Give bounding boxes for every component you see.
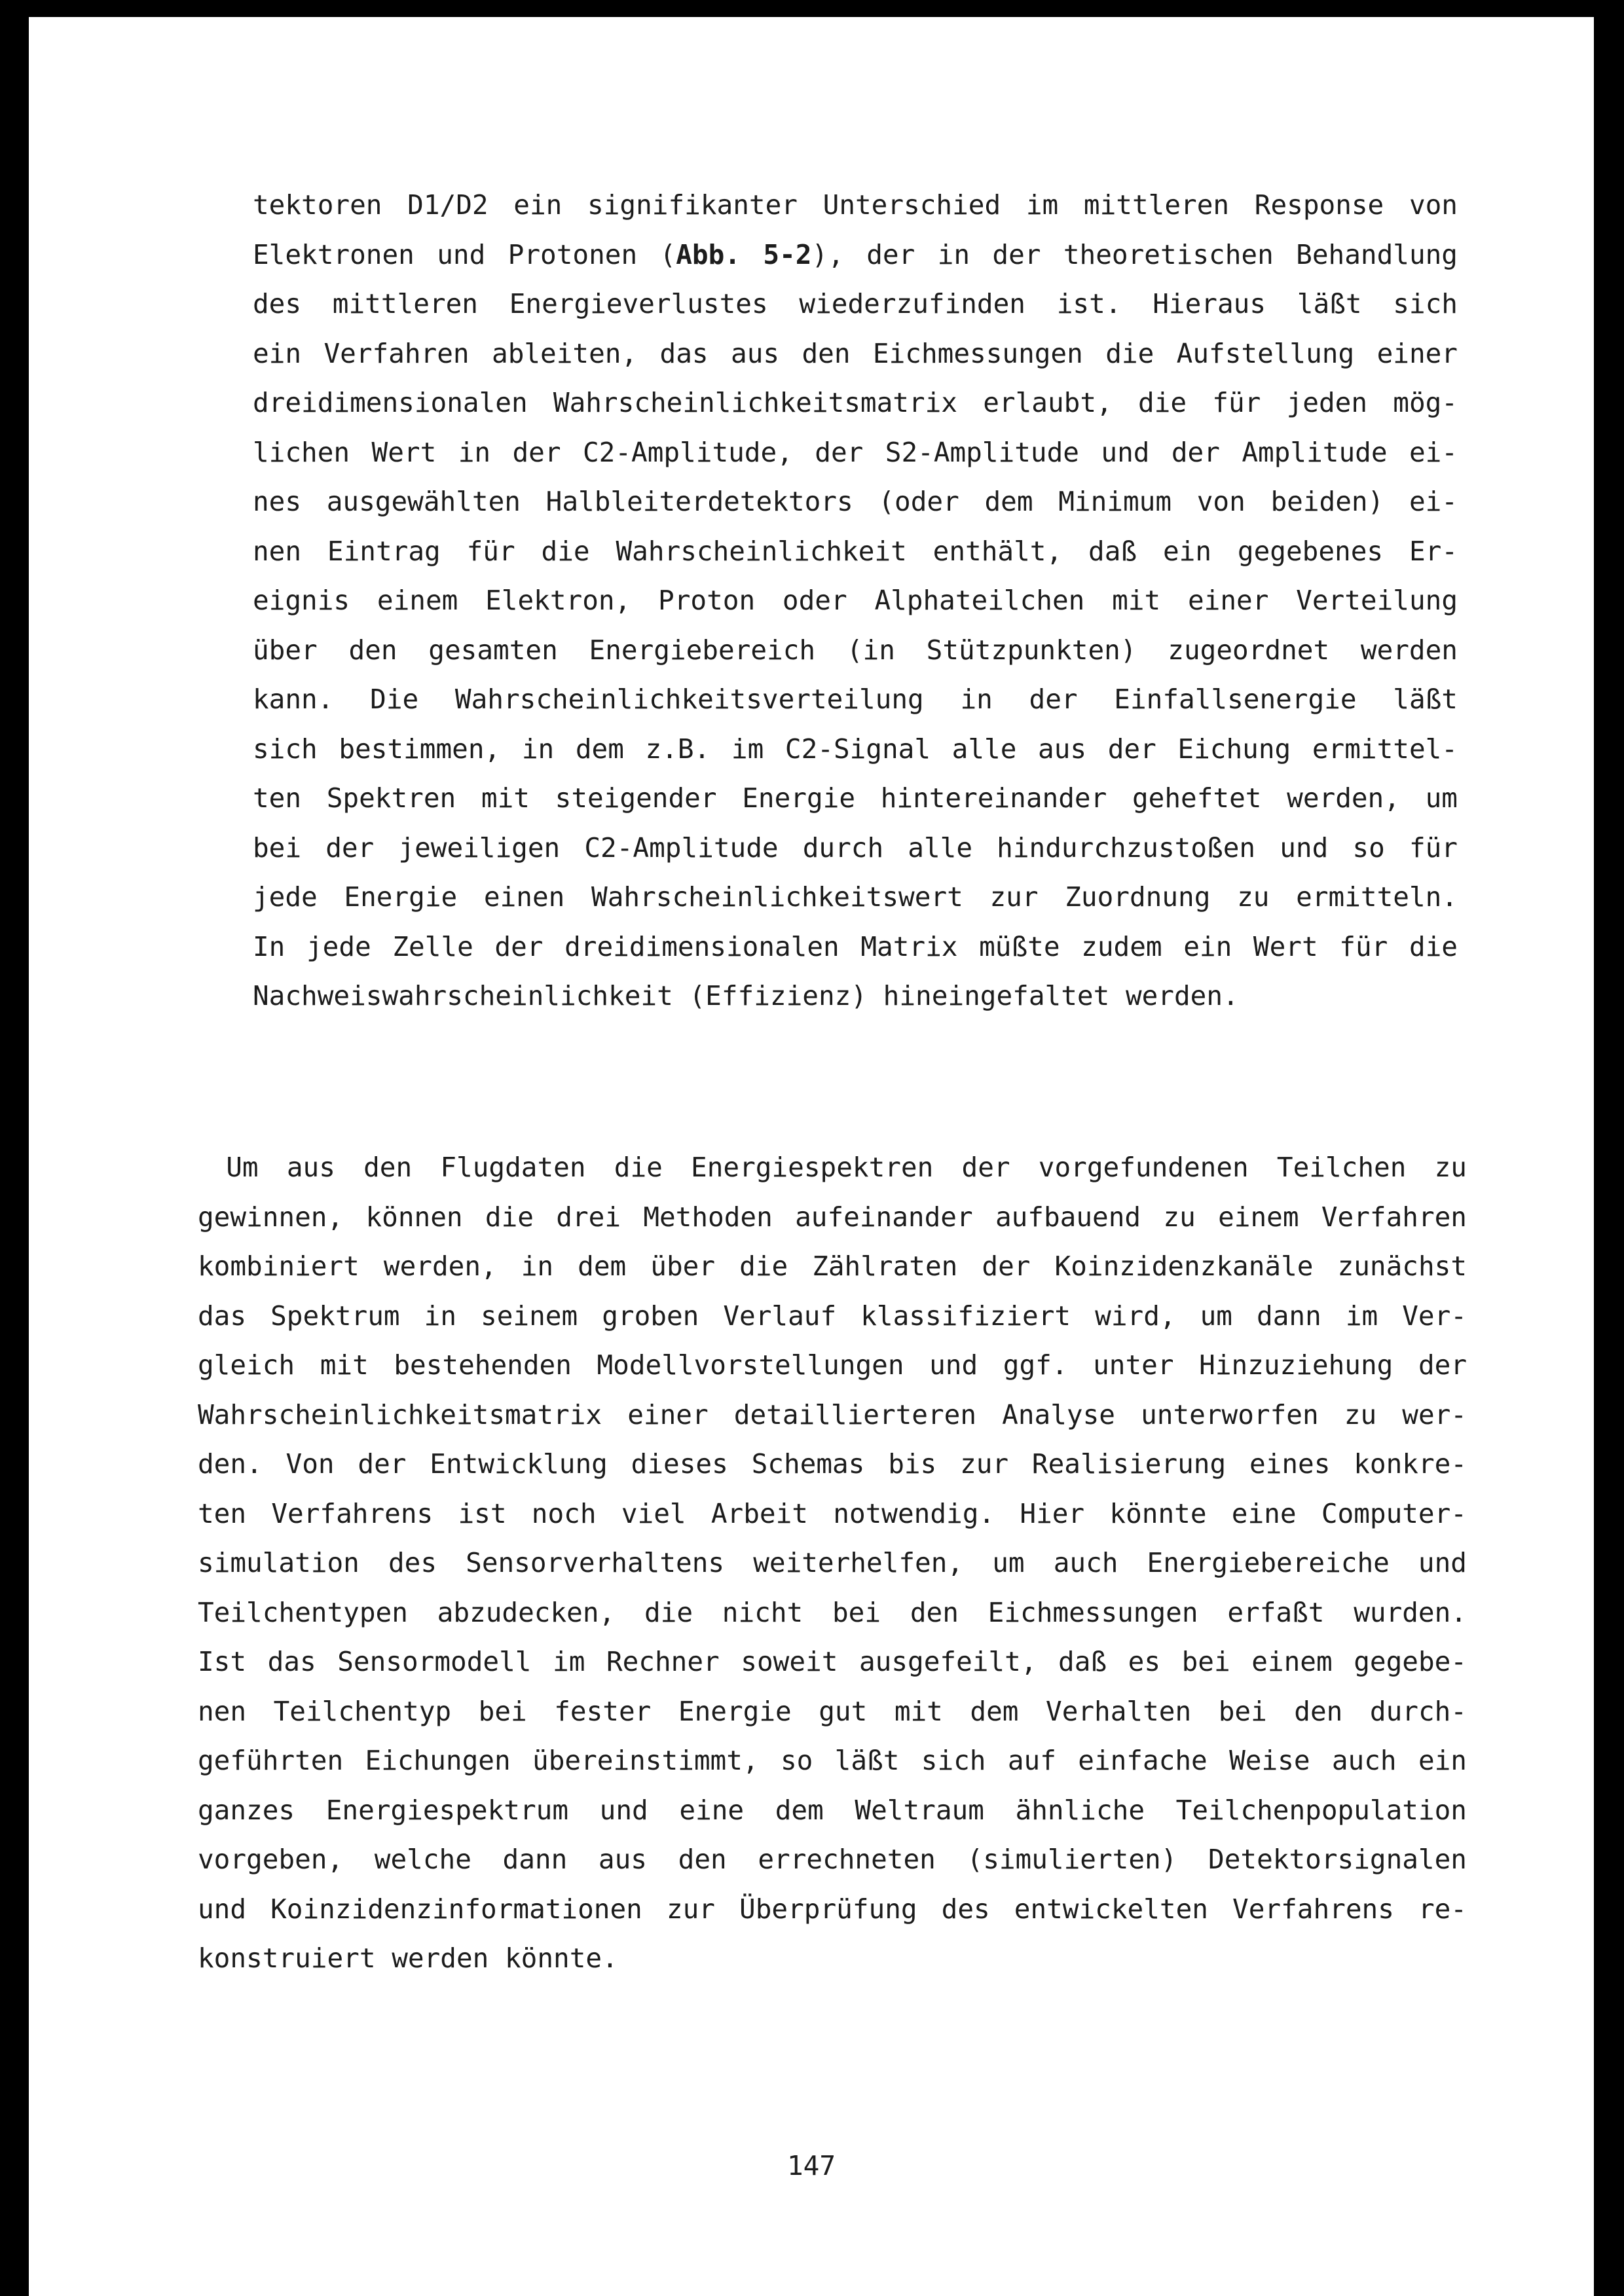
text-line: Um aus den Flugdaten die Energiespektren der vorgefundenen Teilchen zu	[198, 1152, 1467, 1183]
text-line: kombiniert werden, in dem über die Zählraten der Koinzidenzkanäle zunächst	[198, 1250, 1467, 1282]
text-line: simulation des Sensorverhaltens weiterhelfen, um auch Energiebereiche und	[198, 1547, 1467, 1578]
text-line: lichen Wert in der C2-Amplitude, der S2-Amplitude und der Amplitude ei-	[253, 436, 1458, 468]
text-segment: ), der in der theoretischen Behandlung	[811, 238, 1458, 270]
document-page	[29, 17, 1594, 2296]
text-line: Wahrscheinlichkeitsmatrix einer detaillierteren Analyse unterworfen zu wer-	[198, 1398, 1467, 1430]
text-line: jede Energie einen Wahrscheinlichkeitswert zur Zuordnung zu ermitteln.	[253, 881, 1458, 913]
text-line: des mittleren Energieverlustes wiederzufinden ist. Hieraus läßt sich	[253, 288, 1458, 319]
text-line: und Koinzidenzinformationen zur Überprüfung des entwickelten Verfahrens re-	[198, 1893, 1467, 1925]
page-number: 147	[786, 2150, 836, 2181]
text-line: über den gesamten Energiebereich (in Stützpunkten) zugeordnet werden	[253, 634, 1458, 666]
text-line: vorgeben, welche dann aus den errechneten (simulierten) Detektorsignalen	[198, 1844, 1467, 1875]
text-line: bei der jeweiligen C2-Amplitude durch alle hindurchzustoßen und so für	[253, 831, 1458, 864]
text-line: dreidimensionalen Wahrscheinlichkeitsmatrix erlaubt, die für jeden mög-	[253, 387, 1458, 418]
text-line: Ist das Sensormodell im Rechner soweit ausgefeilt, daß es bei einem gegebe-	[198, 1646, 1467, 1677]
text-line: nen Eintrag für die Wahrscheinlichkeit enthält, daß ein gegebenes Er-	[253, 535, 1458, 567]
text-line: Teilchentypen abzudecken, die nicht bei den Eichmessungen erfaßt wurden.	[198, 1596, 1467, 1628]
text-line: In jede Zelle der dreidimensionalen Matrix müßte zudem ein Wert für die	[253, 930, 1458, 962]
text-line: nen Teilchentyp bei fester Energie gut mit dem Verhalten bei den durch-	[198, 1695, 1467, 1727]
text-segment: Elektronen und Protonen (	[253, 238, 676, 270]
text-line: sich bestimmen, in dem z.B. im C2-Signal alle aus der Eichung ermittel-	[253, 733, 1458, 765]
text-line	[253, 230, 1458, 280]
text-line: ten Spektren mit steigender Energie hintereinander geheftet werden, um	[253, 782, 1458, 814]
text-line: nes ausgewählten Halbleiterdetektors (oder dem Minimum von beiden) ei-	[253, 486, 1458, 517]
text-line: das Spektrum in seinem groben Verlauf klassifiziert wird, um dann im Ver-	[198, 1300, 1467, 1332]
text-line: eignis einem Elektron, Proton oder Alphateilchen mit einer Verteilung	[253, 585, 1458, 616]
text-line: den. Von der Entwicklung dieses Schemas bis zur Realisierung eines konkre-	[198, 1448, 1467, 1480]
text-line: konstruiert werden könnte.	[198, 1942, 618, 1974]
text-line: geführten Eichungen übereinstimmt, so läßt sich auf einfache Weise auch ein	[198, 1745, 1467, 1776]
text-line: ganzes Energiespektrum und eine dem Weltraum ähnliche Teilchenpopulation	[198, 1794, 1467, 1826]
text-line: ein Verfahren ableiten, das aus den Eichmessungen die Aufstellung einer	[253, 337, 1458, 369]
text-line: tektoren D1/D2 ein signifikanter Unterschied im mittleren Response von	[253, 189, 1458, 221]
paragraph-2	[198, 1143, 1467, 1984]
text-line: gewinnen, können die drei Methoden aufeinander aufbauend zu einem Verfahren	[198, 1201, 1467, 1233]
figure-reference: Abb. 5-2	[676, 238, 812, 270]
text-line: ten Verfahrens ist noch viel Arbeit notwendig. Hier könnte eine Computer-	[198, 1497, 1467, 1529]
text-line: gleich mit bestehenden Modellvorstellungen und ggf. unter Hinzuziehung der	[198, 1349, 1467, 1381]
text-line: Nachweiswahrscheinlichkeit (Effizienz) hineingefaltet werden.	[253, 980, 1239, 1011]
text-line: kann. Die Wahrscheinlichkeitsverteilung in der Einfallsenergie läßt	[253, 683, 1458, 715]
paragraph-1	[253, 181, 1458, 1021]
